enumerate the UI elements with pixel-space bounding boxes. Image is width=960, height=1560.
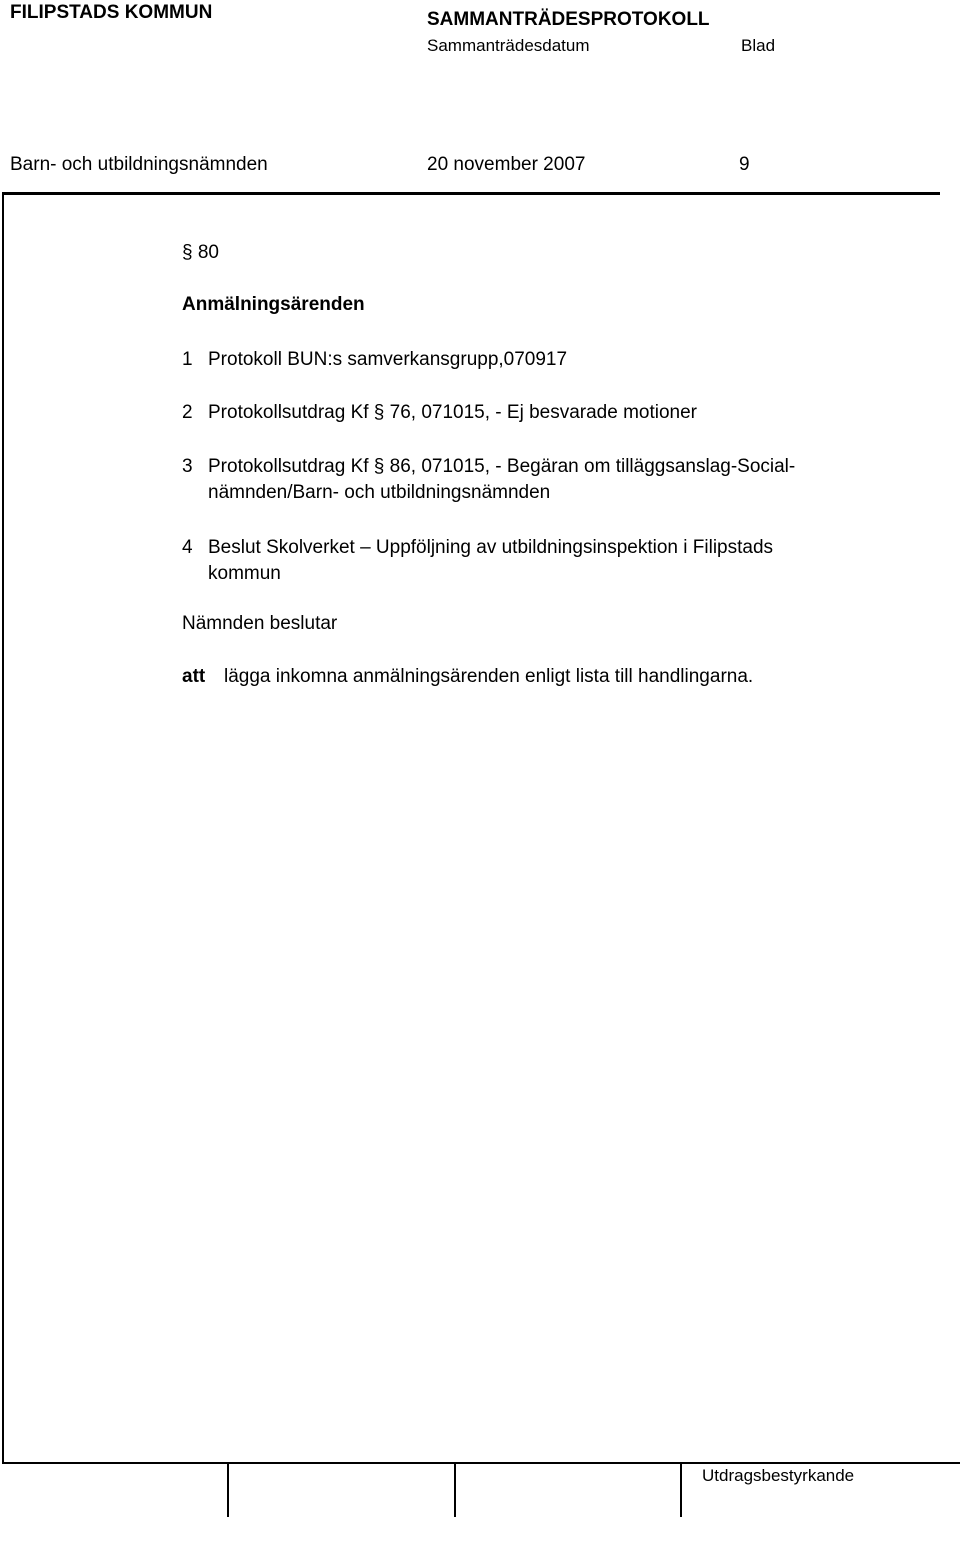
section-heading: Anmälningsärenden xyxy=(182,294,365,315)
list-item-text: Protokollsutdrag Kf § 86, 071015, - Begäran om tilläggsanslag-Social- xyxy=(208,456,796,477)
frame-left-rule xyxy=(2,192,4,1464)
list-item-text: Protokollsutdrag Kf § 76, 071015, - Ej besvarade motioner xyxy=(208,402,698,423)
paragraph-number: § 80 xyxy=(182,242,219,263)
signature-box-divider xyxy=(227,1462,229,1517)
frame-top-rule xyxy=(3,192,940,195)
list-item-text-continued: kommun xyxy=(208,563,281,584)
footer-rule xyxy=(2,1462,960,1464)
signature-box-divider xyxy=(454,1462,456,1517)
page-number: 9 xyxy=(739,154,750,175)
list-item-number: 4 xyxy=(182,537,193,558)
page-label: Blad xyxy=(741,36,776,55)
list-item-text: Protokoll BUN:s samverkansgrupp,070917 xyxy=(208,349,568,370)
list-item-number: 3 xyxy=(182,456,193,477)
list-item-text-continued: nämnden/Barn- och utbildningsnämnden xyxy=(208,482,551,503)
organization-name: FILIPSTADS KOMMUN xyxy=(10,2,213,23)
list-item-number: 1 xyxy=(182,349,193,370)
decision-label: Nämnden beslutar xyxy=(182,613,338,634)
decision-text: lägga inkomna anmälningsärenden enligt lista till handlingarna. xyxy=(224,666,754,687)
list-item-number: 2 xyxy=(182,402,193,423)
att-keyword: att xyxy=(182,666,206,687)
list-item-text: Beslut Skolverket – Uppföljning av utbildningsinspektion i Filipstads xyxy=(208,537,774,558)
signature-box-divider xyxy=(680,1462,682,1517)
meeting-date: 20 november 2007 xyxy=(427,154,586,175)
meeting-date-label: Sammanträdesdatum xyxy=(427,36,590,55)
document-title: SAMMANTRÄDESPROTOKOLL xyxy=(427,9,710,30)
certification-label: Utdragsbestyrkande xyxy=(702,1466,855,1485)
committee-name: Barn- och utbildningsnämnden xyxy=(10,154,268,175)
